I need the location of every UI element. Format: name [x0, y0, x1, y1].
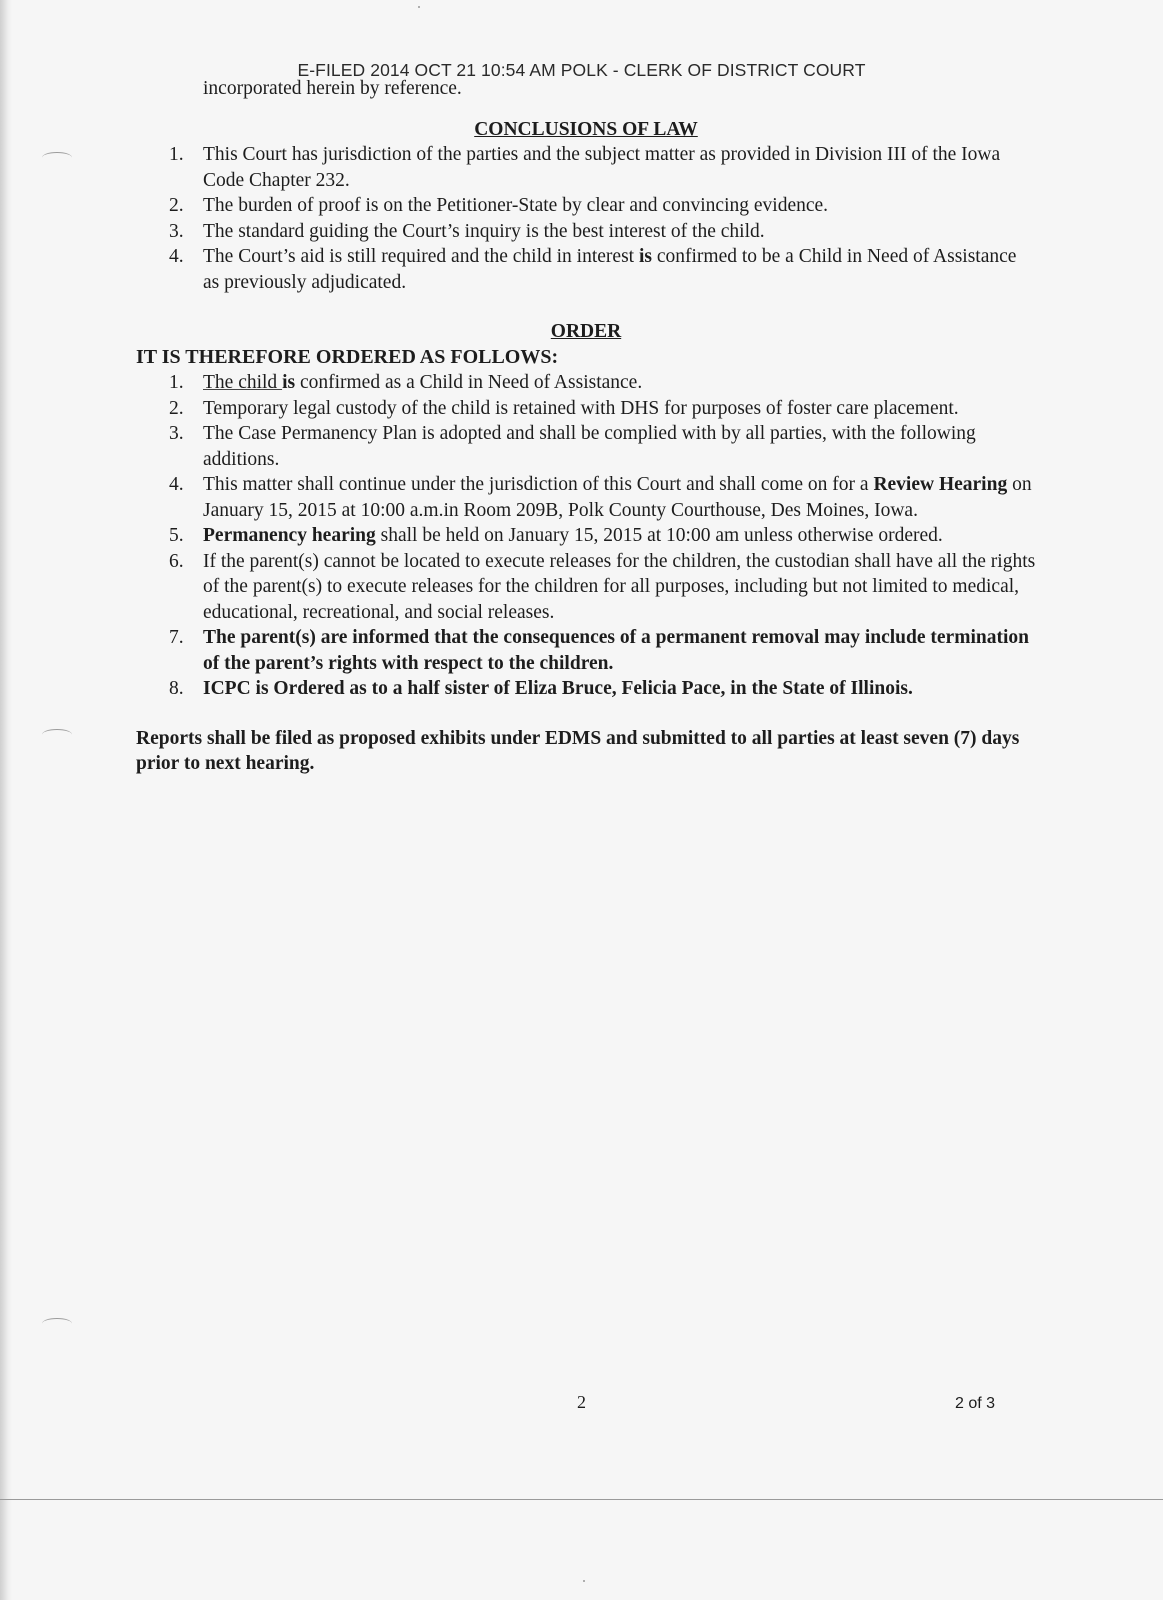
order-item: [136, 625, 1036, 676]
item-number: 7.: [169, 627, 184, 648]
item-text: shall be held on January 15, 2015 at 10:00 am unless otherwise ordered.: [375, 525, 943, 546]
item-number: 3.: [169, 220, 184, 242]
item-text: If the parent(s) cannot be located to execute releases for the children, the custodian shall have all the rights of the parent(s) to execute releases for the children for all purposes, including but not limited to medical, educational, recreational, and social releases.: [203, 550, 1036, 623]
punch-mark-bottom: [42, 1318, 72, 1329]
conclusion-item: [136, 219, 1036, 245]
item-number: 1.: [169, 372, 184, 393]
item-number: 2.: [169, 397, 184, 419]
item-text-bold: The parent(s) are informed that the consequences of a permanent removal may include termination of the parent’s rights with respect to the children.: [203, 627, 1029, 674]
item-text-bold: is: [638, 246, 652, 267]
page-number: 2: [577, 1392, 586, 1412]
item-text: The Court’s aid is still required and the child in interest: [203, 246, 639, 267]
item-text: This Court has jurisdiction of the parties and the subject matter as provided in Division III of the Iowa Code Chapter 232.: [203, 144, 1001, 191]
scan-speck: [418, 6, 420, 8]
item-text: The burden of proof is on the Petitioner-State by clear and convincing evidence.: [203, 195, 829, 216]
order-item: [136, 396, 1036, 422]
conclusion-item: [136, 193, 1036, 219]
conclusion-item: [136, 142, 1036, 193]
item-text: confirmed as a Child in Need of Assistance.: [295, 372, 643, 393]
item-text: confirmed to be a Child in Need of Assistance as previously adjudicated.: [203, 246, 1017, 293]
order-item: [136, 370, 1036, 396]
item-number: 1.: [169, 144, 184, 165]
conclusions-list: [136, 142, 1036, 295]
order-item: [136, 549, 1036, 626]
item-number: 2.: [169, 195, 184, 216]
punch-mark-middle: [42, 729, 72, 740]
scan-left-edge: [0, 0, 12, 1600]
order-item: [136, 421, 1036, 472]
reports-notice: Reports shall be filed as proposed exhibits under EDMS and submitted to all parties at least seven (7) days prior to next hearing.: [136, 727, 1020, 774]
item-text: The standard guiding the Court’s inquiry is the best interest of the child.: [203, 220, 765, 242]
item-number: 3.: [169, 423, 184, 444]
item-text-bold: Review Hearing: [873, 474, 1008, 495]
scan-bottom-edge: [0, 1499, 1163, 1500]
conclusion-item: [136, 244, 1036, 295]
order-list: [136, 370, 1036, 702]
scan-speck: [583, 1580, 585, 1582]
carryover-text: incorporated herein by reference.: [203, 78, 462, 99]
order-item: [136, 472, 1036, 523]
item-number: 4.: [169, 474, 184, 495]
order-item: [136, 523, 1036, 549]
item-number: 5.: [169, 525, 184, 546]
item-text: This matter shall continue under the jurisdiction of this Court and shall come on for a: [203, 474, 874, 495]
item-text-bold: is: [282, 372, 296, 393]
conclusions-heading: CONCLUSIONS OF LAW: [474, 118, 698, 140]
item-text: on January 15, 2015 at 10:00 a.m.in Room 209B, Polk County Courthouse, Des Moines, Iowa.: [203, 474, 1032, 521]
item-text-bold: ICPC is Ordered as to a half sister of Eliza Bruce, Felicia Pace, in the State of Illinois.: [203, 678, 913, 699]
document-body: [136, 76, 1036, 796]
item-text-bold: Permanency hearing: [203, 525, 376, 546]
item-number: 6.: [169, 550, 184, 572]
order-heading: ORDER: [550, 321, 622, 342]
order-lead: IT IS THEREFORE ORDERED AS FOLLOWS:: [136, 345, 559, 368]
item-number: 8.: [169, 678, 184, 699]
item-text-underlined: The child: [203, 372, 283, 393]
page-count: 2 of 3: [955, 1395, 996, 1412]
item-text: Temporary legal custody of the child is retained with DHS for purposes of foster care placement.: [203, 397, 959, 419]
order-item: [136, 676, 1036, 702]
item-number: 4.: [169, 246, 184, 267]
item-text: The Case Permanency Plan is adopted and shall be complied with by all parties, with the following additions.: [203, 423, 976, 470]
e-filed-stamp: E-FILED 2014 OCT 21 10:54 AM POLK - CLERK OF DISTRICT COURT: [297, 60, 866, 80]
punch-mark-top: [42, 152, 72, 163]
